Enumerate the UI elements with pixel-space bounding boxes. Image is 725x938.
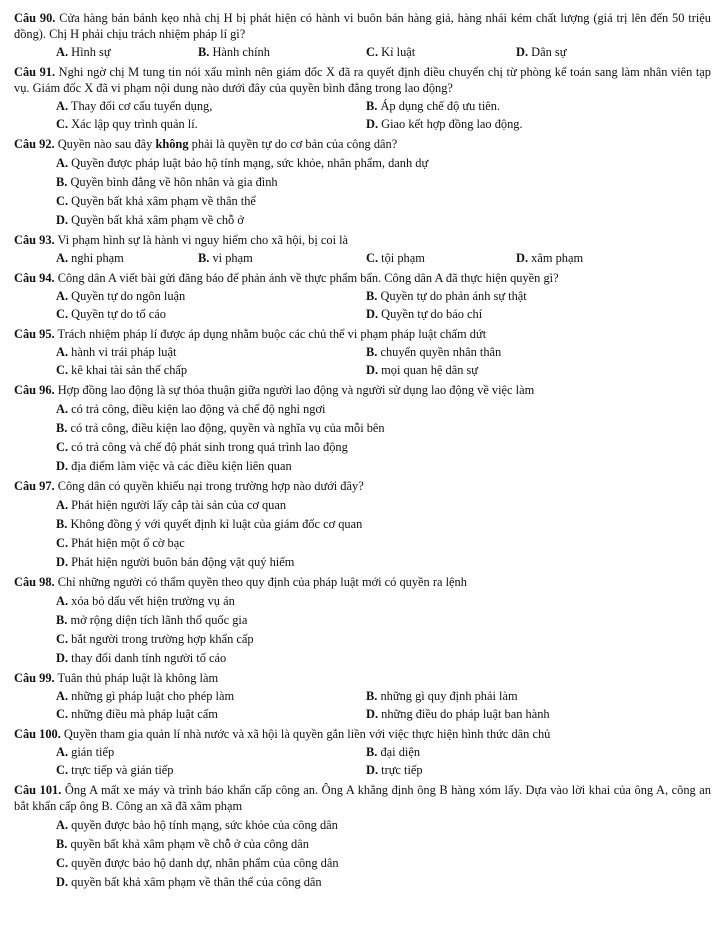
option-letter: D. xyxy=(516,45,529,59)
option-text: Áp dụng chế độ ưu tiên. xyxy=(377,99,501,113)
option-text: hành vi trái pháp luật xyxy=(68,345,177,359)
option-letter: A. xyxy=(56,251,69,265)
question-number: Câu 90. xyxy=(14,11,56,25)
option-letter: B. xyxy=(366,99,378,113)
option-text: những điều do pháp luật ban hành xyxy=(378,707,550,721)
option-letter: D. xyxy=(366,117,379,131)
question-text: Cửa hàng bán bánh kẹo nhà chị H bị phát hiện có hành vi buôn bán hàng giả, hàng nhái kém chất lượng (giá trị lên đến 50 triệu đồng). Chị H phải chịu trách nhiệm pháp lí gì? xyxy=(14,11,711,41)
question-stem xyxy=(14,326,711,342)
option-b xyxy=(56,516,362,532)
question-stem xyxy=(14,726,711,742)
option-a xyxy=(56,744,366,760)
option-letter: D. xyxy=(56,555,69,569)
option-text: Quyền được pháp luật bảo hộ tính mạng, sức khỏe, nhân phẩm, danh dự xyxy=(68,156,429,170)
option-c xyxy=(56,306,366,322)
question-text: Quyền nào sau đây xyxy=(54,137,156,151)
option-text: địa điểm làm việc và các điều kiện liên quan xyxy=(68,459,292,473)
question-number: Câu 94. xyxy=(14,271,55,285)
option-d xyxy=(516,44,671,60)
option-text: tội phạm xyxy=(378,251,425,265)
option-letter: C. xyxy=(366,251,379,265)
option-text: Giao kết hợp đồng lao động. xyxy=(378,117,523,131)
option-a xyxy=(56,155,428,171)
option-d xyxy=(366,306,676,322)
question-91 xyxy=(14,64,711,132)
option-text: Quyền tự do tố cáo xyxy=(68,307,166,321)
options-row xyxy=(14,306,711,322)
option-b xyxy=(366,288,676,304)
option-letter: C. xyxy=(56,440,69,454)
option-c xyxy=(366,44,516,60)
option-d xyxy=(516,250,671,266)
option-text: những điều mà pháp luật cấm xyxy=(68,707,218,721)
option-letter: D. xyxy=(366,307,379,321)
options-row xyxy=(14,362,711,378)
option-b xyxy=(366,744,676,760)
option-text: kê khai tài sản thế chấp xyxy=(68,363,188,377)
option-text: gián tiếp xyxy=(68,745,115,759)
option-text: Không đồng ý với quyết định kỉ luật của giám đốc cơ quan xyxy=(67,517,363,531)
options-row xyxy=(14,288,711,304)
option-a xyxy=(56,497,286,513)
question-stem xyxy=(14,270,711,286)
option-d xyxy=(56,650,226,666)
option-c xyxy=(56,535,185,551)
option-letter: B. xyxy=(366,745,378,759)
question-stem xyxy=(14,232,711,248)
question-93 xyxy=(14,232,711,266)
question-stem xyxy=(14,670,711,686)
question-text-emphasis: không xyxy=(155,137,189,151)
option-a xyxy=(56,344,366,360)
option-a xyxy=(56,401,325,417)
option-c xyxy=(56,855,339,871)
option-letter: B. xyxy=(56,175,68,189)
option-text: xâm phạm xyxy=(528,251,584,265)
option-a xyxy=(56,288,366,304)
option-letter: C. xyxy=(56,763,69,777)
question-92 xyxy=(14,136,711,228)
option-letter: C. xyxy=(56,707,69,721)
option-b xyxy=(56,420,385,436)
options-row xyxy=(14,688,711,704)
options-row xyxy=(14,44,711,60)
question-96 xyxy=(14,382,711,474)
option-a xyxy=(56,688,366,704)
question-94 xyxy=(14,270,711,322)
option-a xyxy=(56,817,338,833)
option-letter: A. xyxy=(56,99,69,113)
option-letter: B. xyxy=(56,421,68,435)
option-letter: A. xyxy=(56,689,69,703)
option-c xyxy=(56,439,348,455)
question-number: Câu 97. xyxy=(14,479,55,493)
question-100 xyxy=(14,726,711,778)
options-row xyxy=(14,744,711,760)
option-b xyxy=(56,174,278,190)
question-number: Câu 95. xyxy=(14,327,55,341)
option-text: bắt người trong trường hợp khẩn cấp xyxy=(68,632,254,646)
question-95 xyxy=(14,326,711,378)
option-text: đại diện xyxy=(377,745,421,759)
question-text: Quyền tham gia quản lí nhà nước và xã hội là quyền gắn liền với việc thực hiện hình thức dân chủ xyxy=(60,727,551,741)
option-text: quyền bất khả xâm phạm về chỗ ở của công dân xyxy=(67,837,309,851)
question-number: Câu 92. xyxy=(14,137,55,151)
question-stem xyxy=(14,136,711,152)
option-letter: D. xyxy=(366,763,379,777)
question-text: Công dân có quyền khiếu nại trong trường hợp nào dưới đây? xyxy=(54,479,364,493)
question-text: Chỉ những người có thẩm quyền theo quy định của pháp luật mới có quyền ra lệnh xyxy=(54,575,467,589)
question-number: Câu 101. xyxy=(14,783,62,797)
question-text: Nghi ngờ chị M tung tin nói xấu mình nên giám đốc X đã ra quyết định điều chuyển chị từ phòng kế toán sang làm nhân viên tạp vụ. Giám đốc X đã vi phạm nội dung nào dưới đây của quyền bình đẳng trong lao động? xyxy=(14,65,711,95)
question-101 xyxy=(14,782,711,890)
option-letter: D. xyxy=(366,707,379,721)
option-letter: B. xyxy=(366,689,378,703)
option-b xyxy=(366,98,676,114)
option-text: Quyền tự do ngôn luận xyxy=(68,289,186,303)
option-letter: C. xyxy=(56,536,69,550)
option-text: Quyền bất khả xâm phạm về thân thể xyxy=(68,194,256,208)
option-letter: D. xyxy=(56,651,69,665)
option-text: những gì pháp luật cho phép làm xyxy=(68,689,235,703)
option-letter: B. xyxy=(56,517,68,531)
option-a xyxy=(56,250,198,266)
option-letter: A. xyxy=(56,594,69,608)
option-letter: D. xyxy=(56,459,69,473)
option-letter: C. xyxy=(56,307,69,321)
option-text: mọi quan hệ dân sự xyxy=(378,363,479,377)
option-letter: D. xyxy=(366,363,379,377)
option-b xyxy=(198,44,366,60)
option-letter: D. xyxy=(56,875,69,889)
options-column xyxy=(14,398,711,474)
option-d xyxy=(366,362,676,378)
option-d xyxy=(366,706,676,722)
question-stem xyxy=(14,10,711,42)
option-letter: B. xyxy=(366,289,378,303)
option-d xyxy=(56,554,294,570)
option-text: Quyền bất khả xâm phạm về chỗ ở xyxy=(68,213,244,227)
question-90 xyxy=(14,10,711,60)
option-text: có trả công, điều kiện lao động và chế độ nghỉ ngơi xyxy=(68,402,326,416)
options-row xyxy=(14,250,711,266)
question-text: Vi phạm hình sự là hành vi nguy hiểm cho xã hội, bị coi là xyxy=(54,233,349,247)
option-text: Kỉ luật xyxy=(378,45,416,59)
option-b xyxy=(56,836,309,852)
option-c xyxy=(56,116,366,132)
options-row xyxy=(14,762,711,778)
option-b xyxy=(56,612,247,628)
option-letter: B. xyxy=(198,45,210,59)
question-stem xyxy=(14,574,711,590)
option-text: Hành chính xyxy=(209,45,270,59)
options-column xyxy=(14,494,711,570)
option-text: Quyền bình đẳng về hôn nhân và gia đình xyxy=(67,175,278,189)
options-row xyxy=(14,706,711,722)
option-c xyxy=(56,193,256,209)
option-a xyxy=(56,44,198,60)
option-letter: D. xyxy=(516,251,529,265)
options-column xyxy=(14,152,711,228)
option-d xyxy=(366,116,676,132)
option-c xyxy=(56,706,366,722)
options-column xyxy=(14,590,711,666)
question-97 xyxy=(14,478,711,570)
question-text: Hợp đồng lao động là sự thỏa thuận giữa người lao động và người sử dụng lao động về việc làm xyxy=(54,383,535,397)
question-number: Câu 99. xyxy=(14,671,55,685)
option-d xyxy=(56,212,244,228)
option-text: Xác lập quy trình quản lí. xyxy=(68,117,198,131)
question-text: Ông A mất xe máy và trình báo khẩn cấp công an. Ông A khẳng định ông B hàng xóm lấy. Dựa vào lời khai của ông A, công an bắt khẩn cấp ông B. Công an xã đã xâm phạm xyxy=(14,783,711,813)
question-stem xyxy=(14,64,711,96)
options-row xyxy=(14,98,711,114)
option-letter: A. xyxy=(56,402,69,416)
option-letter: C. xyxy=(366,45,379,59)
option-letter: C. xyxy=(56,363,69,377)
option-text: trực tiếp xyxy=(378,763,423,777)
option-text: xóa bỏ dấu vết hiện trường vụ án xyxy=(68,594,235,608)
options-row xyxy=(14,116,711,132)
option-b xyxy=(366,344,676,360)
option-d xyxy=(56,874,322,890)
option-d xyxy=(366,762,676,778)
option-text: có trả công và chế độ phát sinh trong quá trình lao động xyxy=(68,440,348,454)
option-text: Thay đổi cơ cấu tuyển dụng, xyxy=(68,99,213,113)
option-letter: D. xyxy=(56,213,69,227)
option-text: Phát hiện người buôn bán động vật quý hiếm xyxy=(68,555,295,569)
question-number: Câu 93. xyxy=(14,233,55,247)
question-98 xyxy=(14,574,711,666)
option-text: Dân sự xyxy=(528,45,567,59)
option-letter: A. xyxy=(56,289,69,303)
option-letter: B. xyxy=(366,345,378,359)
question-stem xyxy=(14,382,711,398)
option-b xyxy=(366,688,676,704)
option-letter: B. xyxy=(198,251,210,265)
option-text: quyền bất khả xâm phạm về thân thể của công dân xyxy=(68,875,322,889)
option-c xyxy=(56,362,366,378)
option-text: Phát hiện người lấy cắp tài sản của cơ quan xyxy=(68,498,287,512)
option-text: thay đổi danh tính người tố cáo xyxy=(68,651,227,665)
option-letter: A. xyxy=(56,345,69,359)
question-stem xyxy=(14,478,711,494)
option-text: có trả công, điều kiện lao động, quyền và nghĩa vụ của mỗi bên xyxy=(67,421,385,435)
question-text: Trách nhiệm pháp lí được áp dụng nhằm buộc các chủ thể vi phạm pháp luật chấm dứt xyxy=(54,327,487,341)
option-letter: B. xyxy=(56,837,68,851)
option-a xyxy=(56,98,366,114)
question-stem xyxy=(14,782,711,814)
option-d xyxy=(56,458,292,474)
option-text: mở rộng diện tích lãnh thổ quốc gia xyxy=(67,613,248,627)
option-letter: A. xyxy=(56,156,69,170)
option-text: Hình sự xyxy=(68,45,111,59)
option-c xyxy=(56,762,366,778)
options-column xyxy=(14,814,711,890)
option-letter: C. xyxy=(56,856,69,870)
option-a xyxy=(56,593,235,609)
option-letter: B. xyxy=(56,613,68,627)
option-text: chuyển quyền nhân thân xyxy=(377,345,502,359)
options-row xyxy=(14,344,711,360)
option-letter: C. xyxy=(56,194,69,208)
option-letter: A. xyxy=(56,498,69,512)
option-letter: A. xyxy=(56,745,69,759)
option-b xyxy=(198,250,366,266)
option-letter: A. xyxy=(56,45,69,59)
option-text: Quyền tự do phản ánh sự thật xyxy=(377,289,527,303)
option-letter: C. xyxy=(56,117,69,131)
option-text: vi phạm xyxy=(209,251,253,265)
option-text: Phát hiện một ổ cờ bạc xyxy=(68,536,185,550)
question-text: Tuân thủ pháp luật là không làm xyxy=(54,671,219,685)
question-99 xyxy=(14,670,711,722)
option-text: trực tiếp và gián tiếp xyxy=(68,763,174,777)
option-c xyxy=(366,250,516,266)
option-text: quyền được bảo hộ tính mạng, sức khỏe của công dân xyxy=(68,818,338,832)
question-number: Câu 98. xyxy=(14,575,55,589)
option-text: nghi phạm xyxy=(68,251,124,265)
option-text: những gì quy định phải làm xyxy=(377,689,518,703)
question-number: Câu 96. xyxy=(14,383,55,397)
question-number: Câu 91. xyxy=(14,65,56,79)
question-number: Câu 100. xyxy=(14,727,61,741)
option-text: quyền được bảo hộ danh dự, nhân phẩm của công dân xyxy=(68,856,339,870)
option-letter: C. xyxy=(56,632,69,646)
option-c xyxy=(56,631,254,647)
question-text: phải là quyền tự do cơ bản của công dân? xyxy=(188,137,398,151)
question-text: Công dân A viết bài gửi đăng báo để phản ánh về thực phẩm bẩn. Công dân A đã thực hiện quyền gì? xyxy=(54,271,559,285)
option-text: Quyền tự do báo chí xyxy=(378,307,483,321)
option-letter: A. xyxy=(56,818,69,832)
